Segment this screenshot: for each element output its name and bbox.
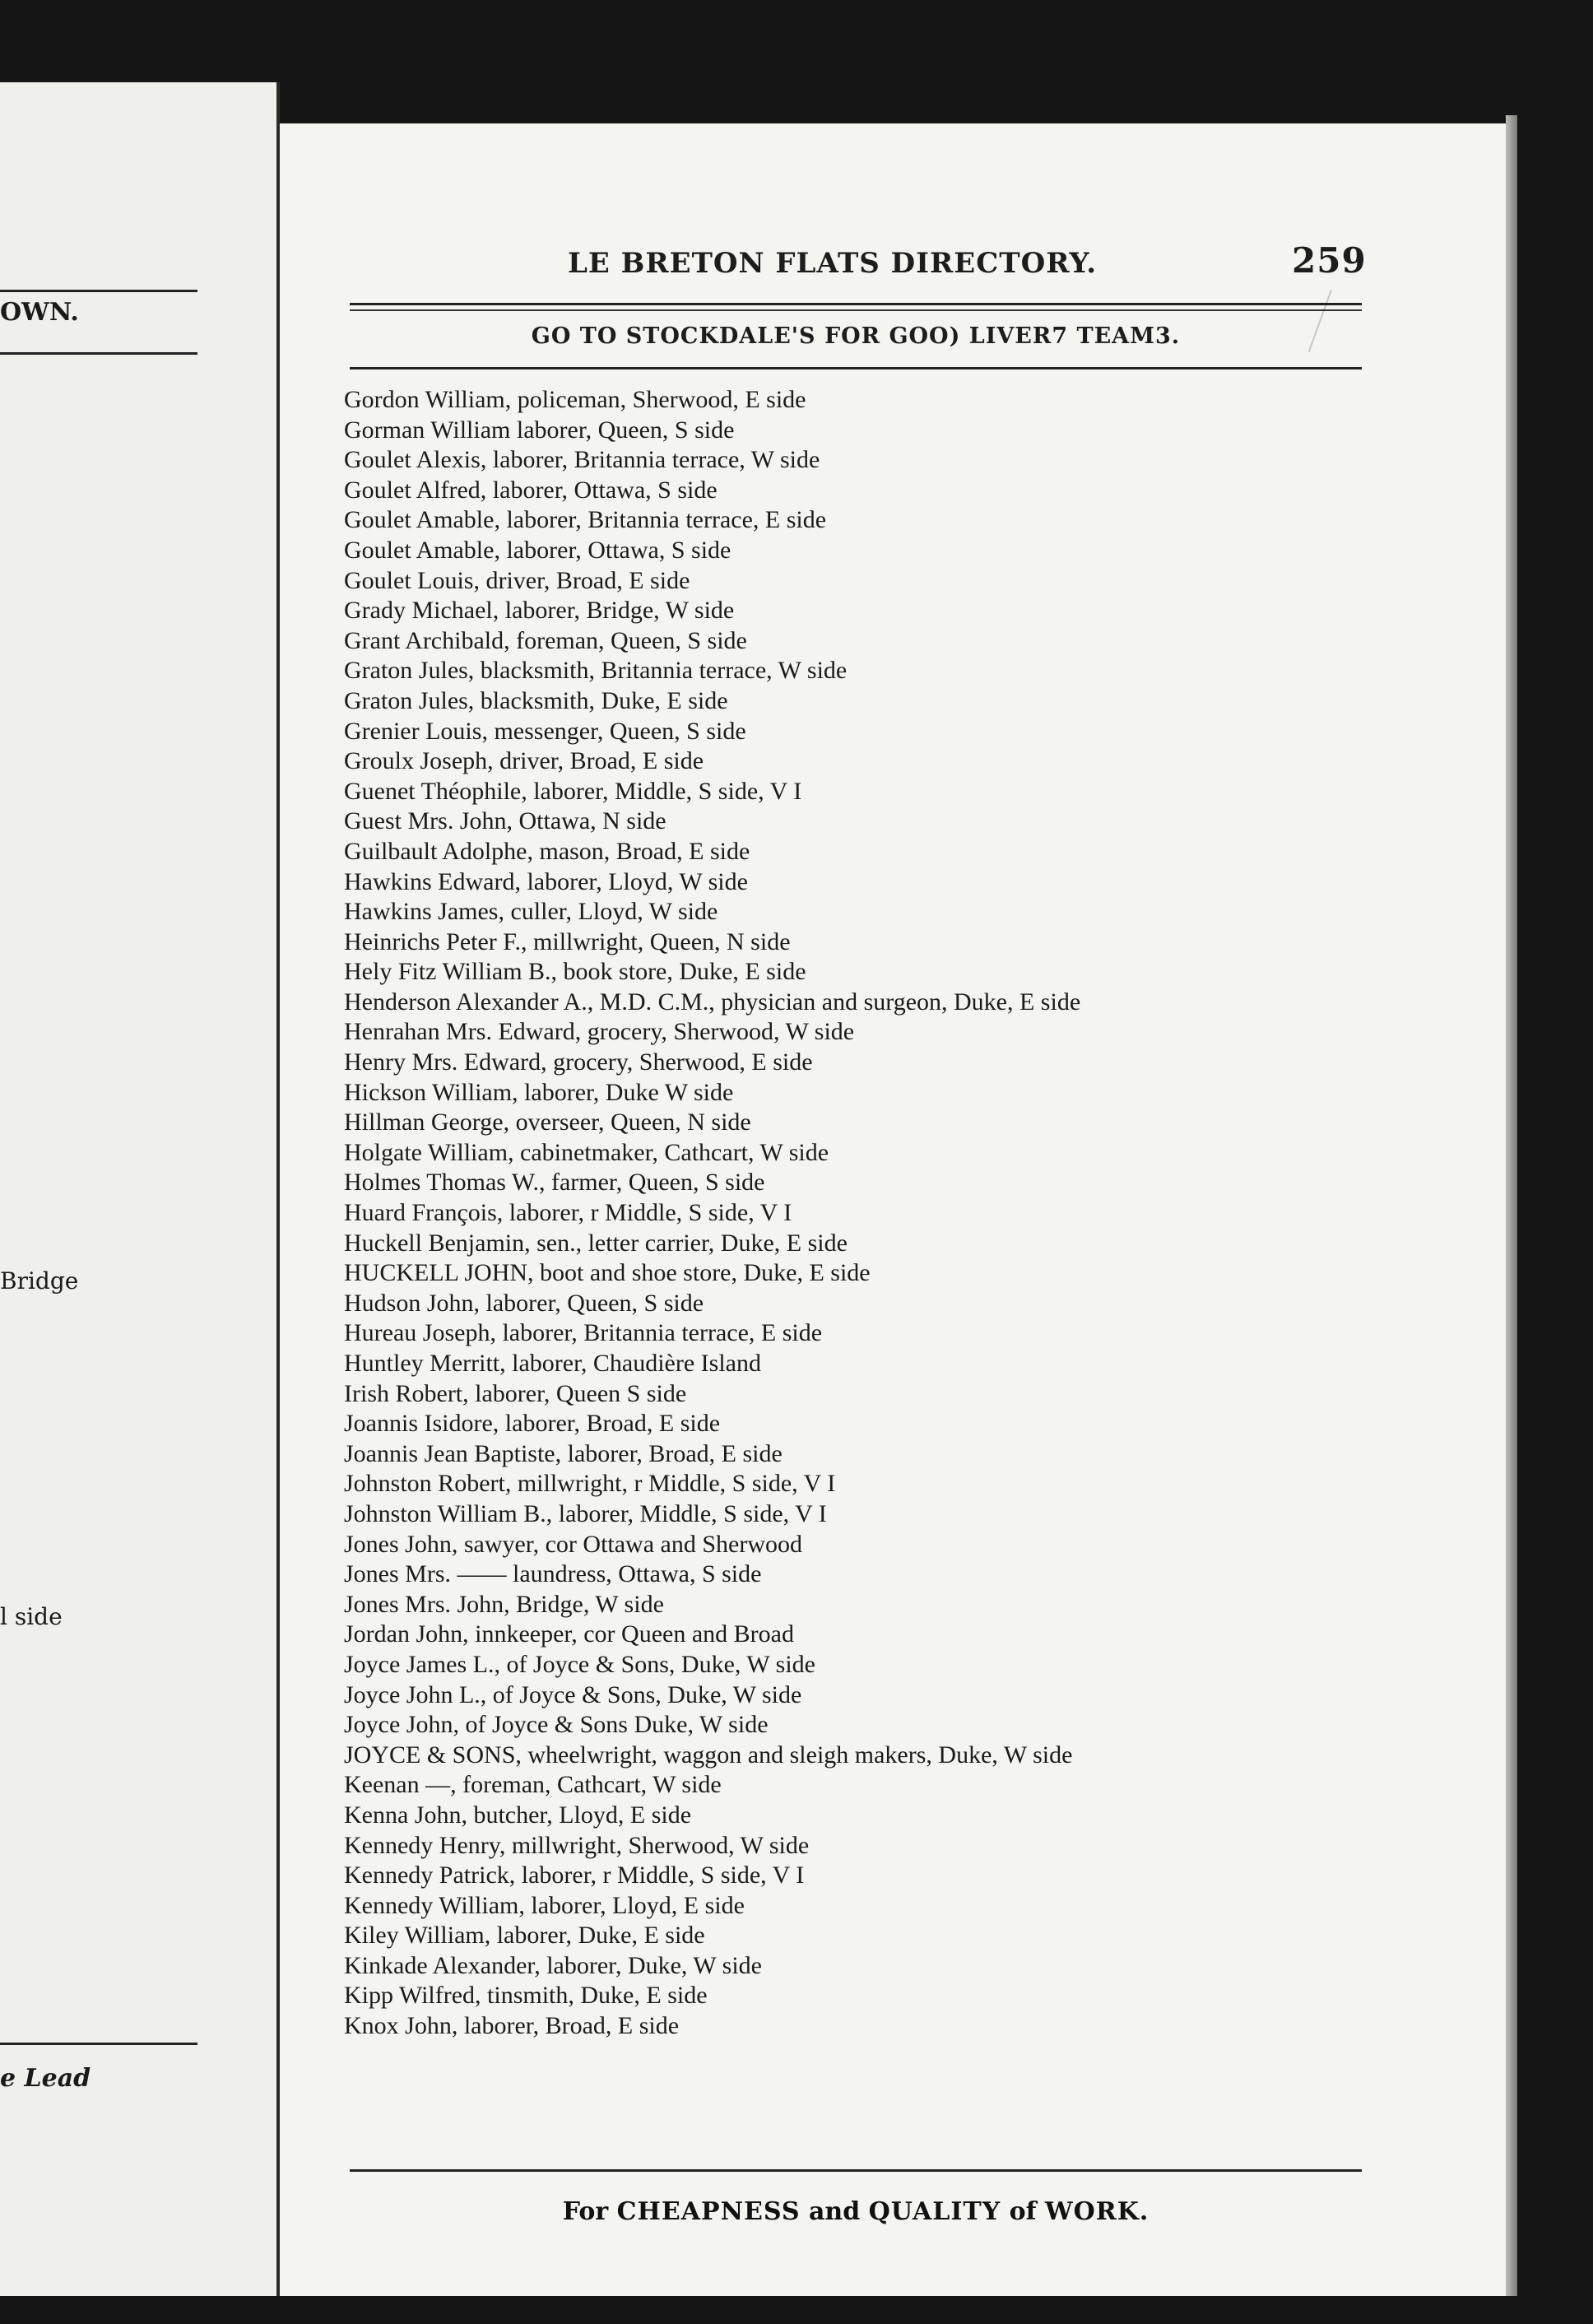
directory-entry: Johnston William B., laborer, Middle, S side, V I — [344, 1499, 827, 1527]
directory-page — [280, 123, 1514, 2296]
ad-word: CHEAPNESS — [616, 2197, 801, 2226]
directory-entry: Graton Jules, blacksmith, Britannia terrace, W side — [344, 657, 848, 685]
directory-entry: Groulx Joseph, driver, Broad, E side — [344, 747, 704, 775]
left-page-rule — [0, 290, 197, 292]
directory-entry: Hillman George, overseer, Queen, N side — [344, 1109, 751, 1136]
directory-entry: Jones John, sawyer, cor Ottawa and Sherwood — [344, 1530, 803, 1558]
directory-entry: Hely Fitz William B., book store, Duke, E side — [344, 958, 806, 986]
directory-entry: Jones Mrs. John, Bridge, W side — [344, 1590, 664, 1618]
directory-entry: Guest Mrs. John, Ottawa, N side — [344, 807, 666, 835]
directory-entry: Huckell Benjamin, sen., letter carrier, Duke, E side — [344, 1229, 848, 1257]
directory-entry: Grenier Louis, messenger, Queen, S side — [344, 717, 746, 745]
left-page-rule — [0, 2043, 197, 2045]
directory-entries — [344, 385, 1463, 2042]
directory-entry: Henry Mrs. Edward, grocery, Sherwood, E side — [344, 1048, 813, 1076]
directory-entry: Gordon William, policeman, Sherwood, E side — [344, 386, 806, 413]
directory-entry: Holgate William, cabinetmaker, Cathcart, W side — [344, 1138, 829, 1166]
footer-rule — [350, 2169, 1362, 2172]
directory-entry: Hawkins Edward, laborer, Lloyd, W side — [344, 867, 748, 895]
directory-entry: Kennedy Henry, millwright, Sherwood, W side — [344, 1831, 810, 1859]
directory-entry: Huntley Merritt, laborer, Chaudière Island — [344, 1350, 761, 1377]
directory-entry: Jones Mrs. —— laundress, Ottawa, S side — [344, 1560, 762, 1588]
directory-entry: Johnston Robert, millwright, r Middle, S side, V I — [344, 1470, 836, 1498]
page-number: 259 — [1292, 240, 1367, 281]
ad-word: For — [562, 2197, 617, 2226]
directory-entry: Henrahan Mrs. Edward, grocery, Sherwood, W side — [344, 1018, 855, 1046]
directory-entry: Goulet Amable, laborer, Ottawa, S side — [344, 536, 731, 564]
directory-entry: Kennedy Patrick, laborer, r Middle, S side, V I — [344, 1862, 805, 1889]
directory-entry: Joyce John, of Joyce & Sons Duke, W side — [344, 1711, 769, 1739]
directory-entry: Kennedy William, laborer, Lloyd, E side — [344, 1891, 745, 1919]
directory-entry: Kinkade Alexander, laborer, Duke, W side — [344, 1951, 762, 1979]
directory-entry: Guenet Théophile, laborer, Middle, S side, V I — [344, 777, 802, 805]
left-page-rule — [0, 352, 197, 355]
directory-entry: Graton Jules, blacksmith, Duke, E side — [344, 686, 728, 714]
directory-entry: Kipp Wilfred, tinsmith, Duke, E side — [344, 1982, 708, 2010]
directory-entry: Irish Robert, laborer, Queen S side — [344, 1379, 687, 1407]
directory-entry: Keenan —, foreman, Cathcart, W side — [344, 1771, 722, 1799]
directory-entry: Gorman William laborer, Queen, S side — [344, 416, 735, 444]
directory-entry: Henderson Alexander A., M.D. C.M., physician and surgeon, Duke, E side — [344, 988, 1081, 1016]
directory-entry: Goulet Alexis, laborer, Britannia terrace, W side — [344, 446, 820, 474]
bottom-advertisement — [280, 2197, 1432, 2226]
directory-entry: Hawkins James, culler, Lloyd, W side — [344, 898, 718, 926]
directory-entry: Holmes Thomas W., farmer, Queen, S side — [344, 1169, 765, 1197]
left-page-ad-fragment: e Lead — [0, 2064, 91, 2093]
directory-entry: Goulet Alfred, laborer, Ottawa, S side — [344, 476, 718, 504]
ad-word: of — [1001, 2197, 1045, 2226]
page-title: LE BRETON FLATS DIRECTORY. — [568, 247, 1098, 280]
directory-entry: Joyce James L., of Joyce & Sons, Duke, W side — [344, 1650, 815, 1678]
previous-page-fragment — [0, 82, 278, 2296]
directory-entry: Heinrichs Peter F., millwright, Queen, N side — [344, 927, 791, 955]
directory-entry: JOYCE & SONS, wheelwright, waggon and sleigh makers, Duke, W side — [344, 1741, 1073, 1769]
header-rule — [350, 309, 1362, 311]
header-rule — [350, 303, 1362, 305]
directory-entry: Grant Archibald, foreman, Queen, S side — [344, 626, 747, 654]
page-edge — [1506, 115, 1517, 2296]
ad-word: QUALITY — [868, 2197, 1001, 2226]
directory-entry: Grady Michael, laborer, Bridge, W side — [344, 597, 735, 625]
directory-entry: Guilbault Adolphe, mason, Broad, E side — [344, 837, 750, 865]
left-page-text-fragment: l side — [0, 1603, 63, 1630]
directory-entry: Joyce John L., of Joyce & Sons, Duke, W side — [344, 1680, 802, 1708]
directory-entry: Knox John, laborer, Broad, E side — [344, 2012, 680, 2040]
ad-rule — [350, 367, 1362, 370]
directory-entry: Joannis Isidore, laborer, Broad, E side — [344, 1410, 721, 1438]
left-page-text-fragment: Bridge — [0, 1267, 79, 1294]
directory-entry: Goulet Louis, driver, Broad, E side — [344, 566, 690, 594]
top-advertisement: GO TO STOCKDALE'S FOR GOO) LIVER7 TEAM3. — [531, 323, 1181, 349]
directory-entry: Hickson William, laborer, Duke W side — [344, 1078, 734, 1106]
directory-entry: Hureau Joseph, laborer, Britannia terrace, E side — [344, 1319, 823, 1347]
ad-word: and — [800, 2197, 869, 2226]
directory-entry: Joannis Jean Baptiste, laborer, Broad, E side — [344, 1439, 783, 1467]
left-page-heading-fragment: OWN. — [0, 298, 79, 327]
directory-entry: Huard François, laborer, r Middle, S side, V I — [344, 1199, 792, 1227]
directory-entry: Hudson John, laborer, Queen, S side — [344, 1289, 704, 1317]
directory-entry: HUCKELL JOHN, boot and shoe store, Duke, E side — [344, 1259, 871, 1287]
directory-entry: Kenna John, butcher, Lloyd, E side — [344, 1801, 692, 1829]
ad-word: WORK. — [1044, 2197, 1149, 2226]
directory-entry: Kiley William, laborer, Duke, E side — [344, 1922, 705, 1950]
directory-entry: Jordan John, innkeeper, cor Queen and Broad — [344, 1620, 794, 1648]
directory-entry: Goulet Amable, laborer, Britannia terrace, E side — [344, 506, 827, 534]
